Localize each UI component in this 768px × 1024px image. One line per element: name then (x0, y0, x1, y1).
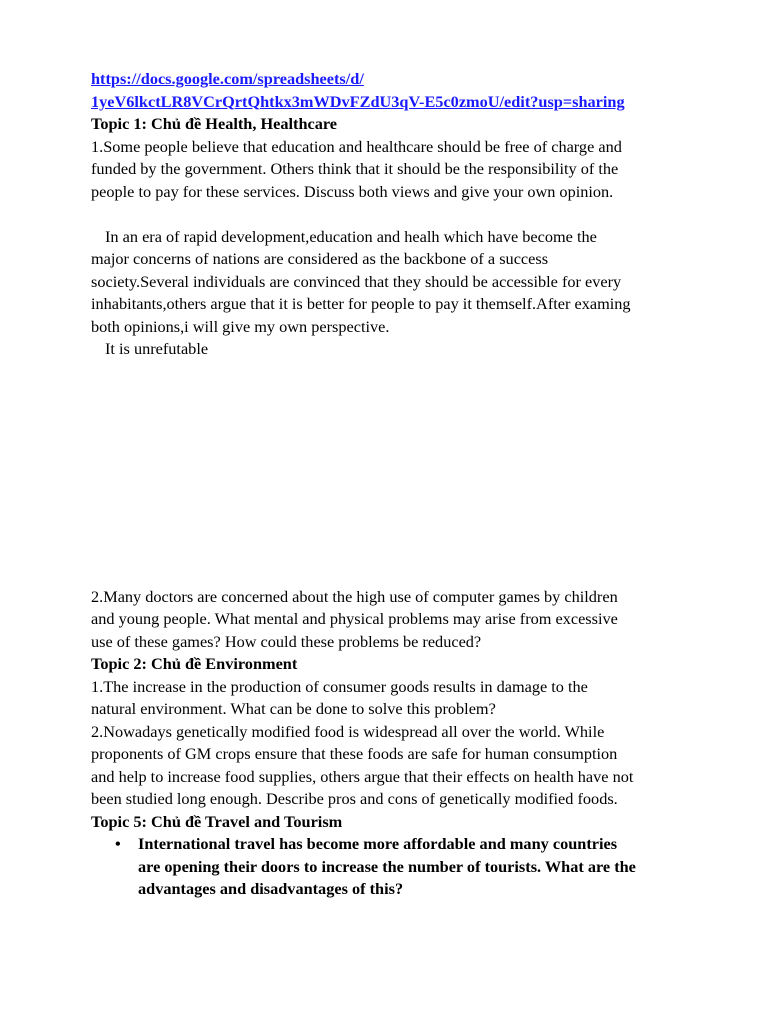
paragraph-line: 2.Many doctors are concerned about the high use of computer games by children (91, 586, 618, 606)
topic-2-question-1 (91, 676, 701, 721)
paragraph-line: inhabitants,others argue that it is better for people to pay it themself.After examing (91, 294, 631, 313)
topic-1-heading: Topic 1: Chủ đề Health, Healthcare (91, 114, 338, 133)
paragraph-line: natural environment. What can be done to solve this problem? (91, 699, 496, 718)
paragraph-line: proponents of GM crops ensure that these foods are safe for human consumption (91, 744, 618, 763)
paragraph-line: been studied long enough. Describe pros and cons of genetically modified foods. (91, 789, 618, 808)
blank-line (91, 203, 701, 226)
paragraph-line: International travel has become more affordable and many countries (138, 834, 618, 853)
document-page (91, 68, 701, 901)
paragraph-line: and young people. What mental and physical problems may arise from excessive (91, 609, 618, 628)
spreadsheet-link-line-2[interactable]: 1yeV6lkctLR8VCrQrtQhtkx3mWDvFZdU3qV-E5c0zmoU/edit?usp=sharing (91, 91, 625, 111)
paragraph-line: In an era of rapid development,education and healh which have become the (105, 226, 597, 246)
paragraph-line: use of these games? How could these problems be reduced? (91, 631, 482, 651)
empty-space (91, 361, 701, 586)
topic-1-question-2 (91, 586, 701, 654)
essay-paragraph (91, 226, 701, 339)
paragraph-line: advantages and disadvantages of this? (138, 879, 404, 898)
topic-5-bullet-item (91, 833, 701, 901)
essay-continuation: It is unrefutable (105, 339, 209, 358)
spreadsheet-link-line-1[interactable]: https://docs.google.com/spreadsheets/d/ (91, 69, 364, 88)
paragraph-line: 2.Nowadays genetically modified food is widespread all over the world. While (91, 721, 605, 741)
topic-2-heading: Topic 2: Chủ đề Environment (91, 654, 298, 673)
paragraph-line: 1.The increase in the production of consumer goods results in damage to the (91, 676, 588, 696)
topic-2-question-2 (91, 721, 701, 811)
paragraph-line: society.Several individuals are convinced that they should be accessible for every (91, 271, 622, 291)
paragraph-line: people to pay for these services. Discuss both views and give your own opinion. (91, 181, 614, 201)
topic-5-heading: Topic 5: Chủ đề Travel and Tourism (91, 811, 343, 831)
paragraph-line: are opening their doors to increase the number of tourists. What are the (138, 856, 636, 876)
paragraph-line: funded by the government. Others think that it should be the responsibility of the (91, 159, 619, 178)
paragraph-line: major concerns of nations are considered as the backbone of a success (91, 249, 549, 268)
paragraph-line: and help to increase food supplies, others argue that their effects on health have not (91, 766, 634, 786)
paragraph-line: 1.Some people believe that education and healthcare should be free of charge and (91, 136, 622, 156)
paragraph-line: both opinions,i will give my own perspective. (91, 316, 390, 336)
topic-1-question-1 (91, 136, 701, 204)
bullet-icon: • (115, 834, 121, 853)
